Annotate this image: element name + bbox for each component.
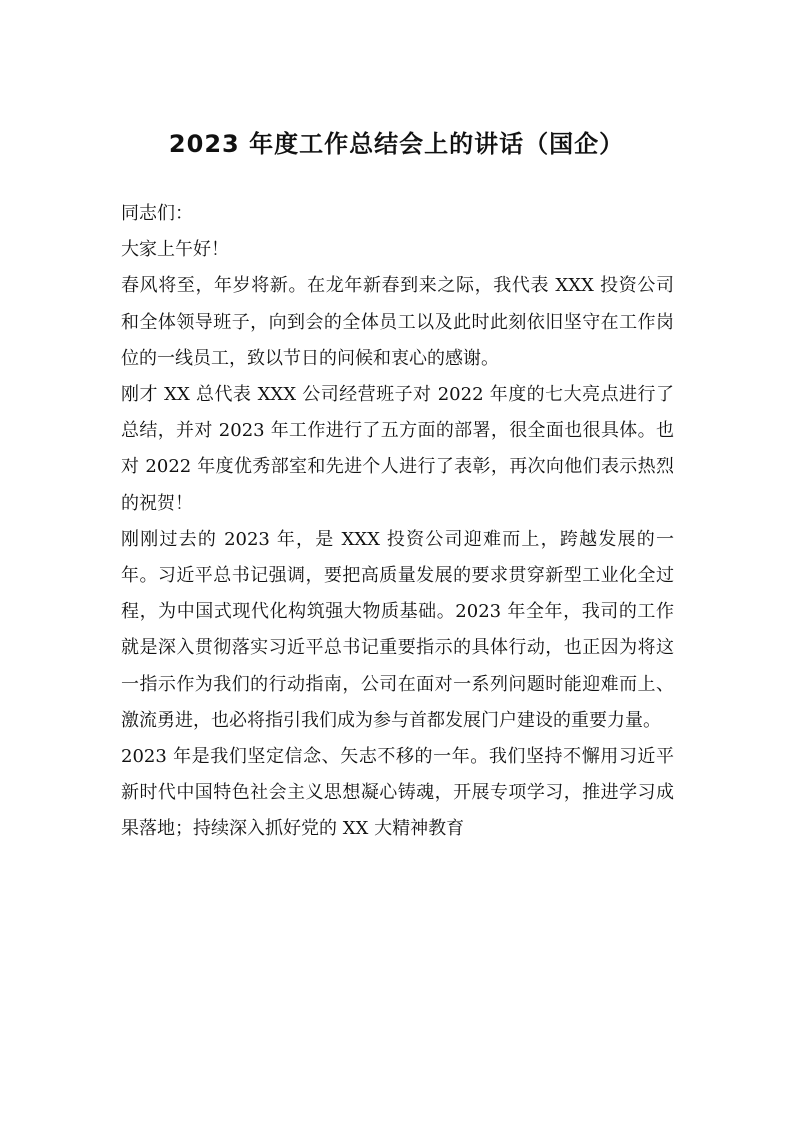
document-title: 2023 年度工作总结会上的讲话（国企） bbox=[168, 130, 625, 158]
paragraph-past-year: 刚刚过去的 2023 年，是 XXX 投资公司迎难而上，跨越发展的一年。习近平总书记强调，要把高质量发展的要求贯穿新型工业化全过程，为中国式现代化构筑强大物质基础。2023 年全年，我司的工作就是深入贯彻落实习近平总书记重要指示的具体行动，也正因为将这一指示作为我们的行动指南，公司在面对一系列问题时能迎难而上、激流勇进，也必将指引我们成为参与首都发展门户建设的重要力量。 bbox=[121, 528, 674, 731]
greeting: 大家上午好！ bbox=[121, 239, 229, 261]
paragraph-new-year-greeting: 春风将至，年岁将新。在龙年新春到来之际，我代表 XXX 投资公司和全体领导班子，向到会的全体员工以及此时此刻依旧坚守在工作岗位的一线员工，致以节日的问候和衷心的感谢。 bbox=[121, 275, 674, 369]
paragraph-firm-belief: 2023 年是我们坚定信念、矢志不移的一年。我们坚持不懈用习近平新时代中国特色社会主义思想凝心铸魂，开展专项学习，推进学习成果落地；持续深入抓好党的 XX 大精神教育 bbox=[121, 746, 674, 840]
paragraph-summary-review: 刚才 XX 总代表 XXX 公司经营班子对 2022 年度的七大亮点进行了总结，并对 2023 年工作进行了五方面的部署，很全面也很具体。也对 2022 年度优秀部室和先进个人进行了表彰，再次向他们表示热烈的祝贺！ bbox=[121, 384, 674, 514]
salutation: 同志们： bbox=[121, 203, 193, 224]
document-body bbox=[121, 196, 674, 848]
